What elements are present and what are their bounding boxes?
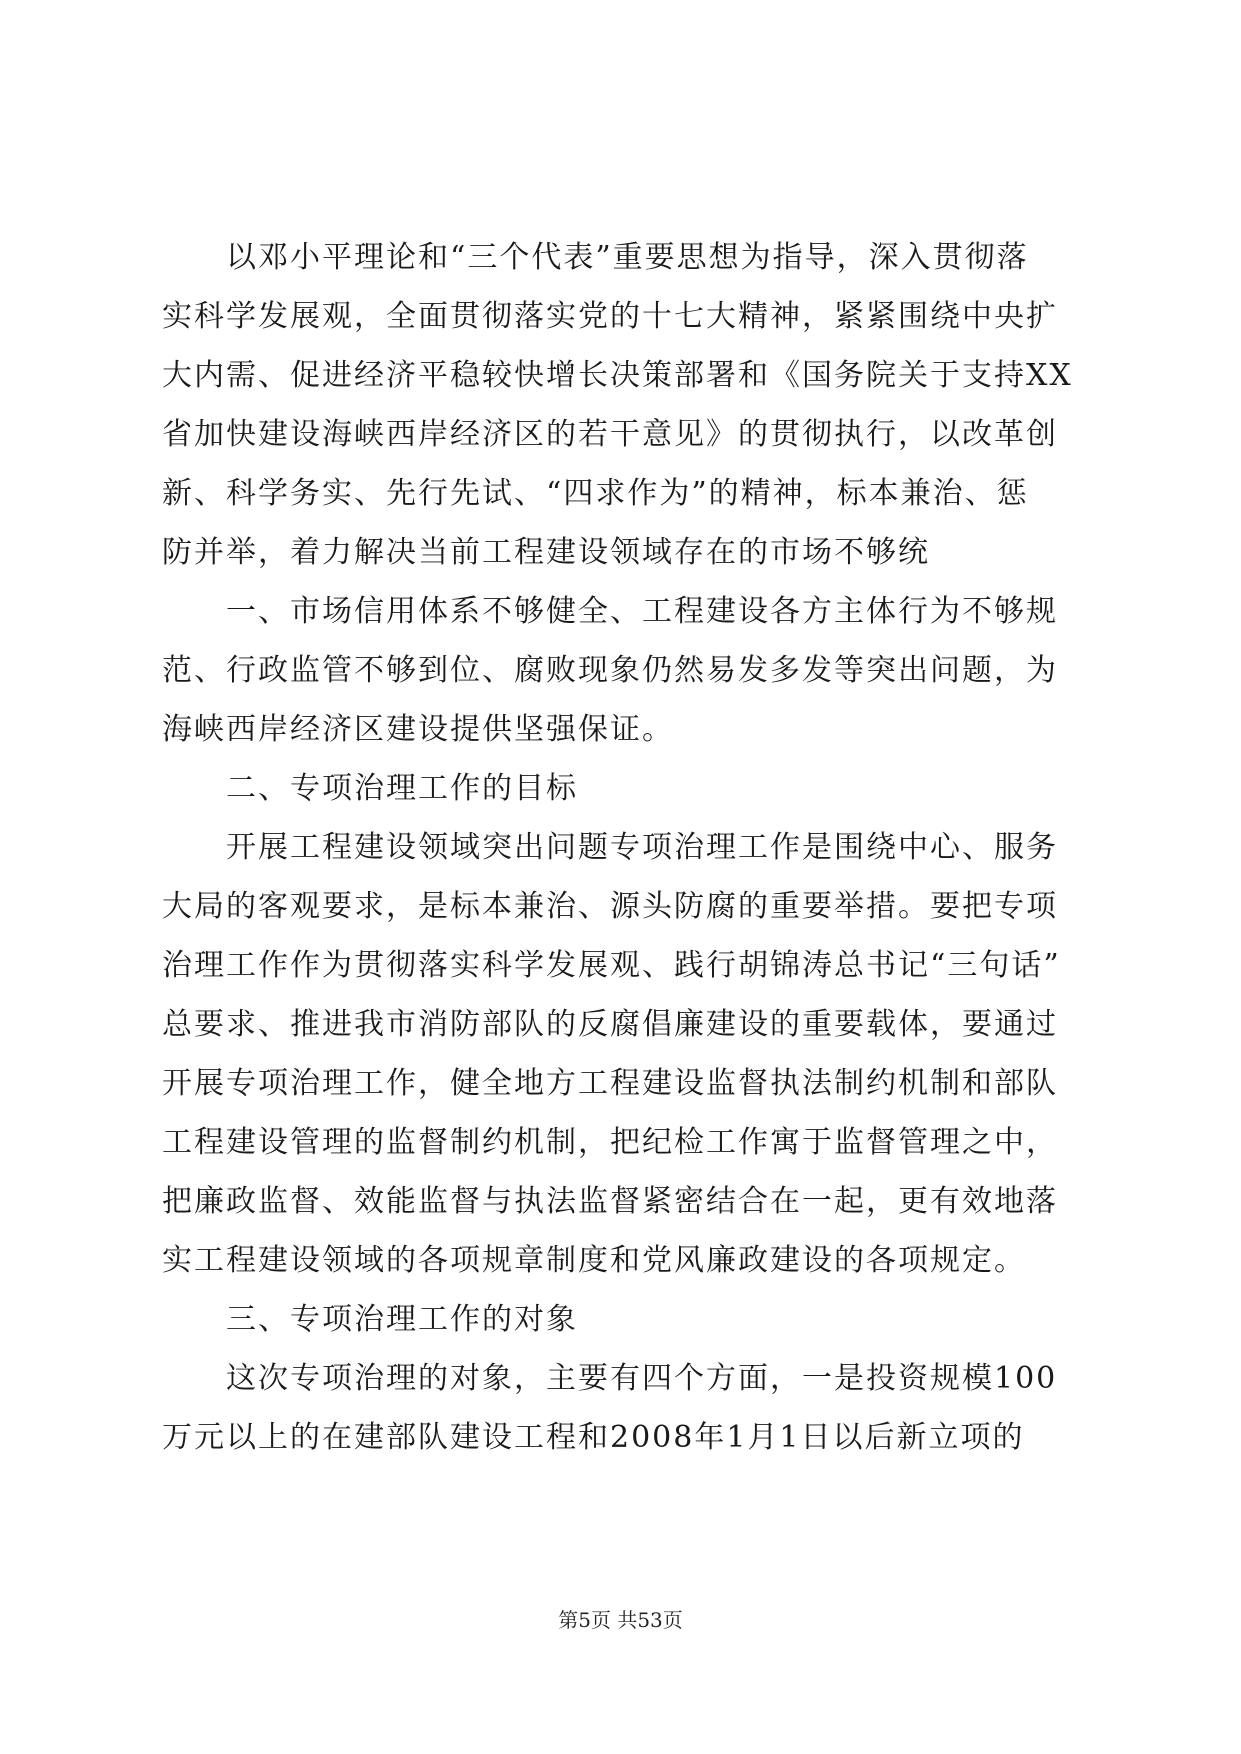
text-line: 这次专项治理的对象，主要有四个方面，一是投资规模100 [162, 1361, 1058, 1396]
text-line: 范、行政监管不够到位、腐败现象仍然易发多发等突出问题，为 [162, 653, 1058, 688]
page-footer [0, 1606, 1241, 1634]
text-line: 实科学发展观，全面贯彻落实党的十七大精神，紧紧围绕中央扩 [162, 299, 1058, 334]
text-line: 开展工程建设领域突出问题专项治理工作是围绕中心、服务 [162, 830, 1058, 865]
text-line: 防并举，着力解决当前工程建设领域存在的市场不够统 [162, 535, 930, 570]
text-line: 省加快建设海峡西岸经济区的若干意见》的贯彻执行，以改革创 [162, 417, 1058, 452]
section-heading: 二、专项治理工作的目标 [162, 771, 578, 806]
text-line: 把廉政监督、效能监督与执法监督紧密结合在一起，更有效地落 [162, 1184, 1058, 1219]
text-line: 大局的客观要求，是标本兼治、源头防腐的重要举措。要把专项 [162, 889, 1058, 924]
text-line: 工程建设管理的监督制约机制，把纪检工作寓于监督管理之中， [162, 1125, 1058, 1160]
text-line: 以邓小平理论和“三个代表”重要思想为指导，深入贯彻落 [162, 240, 1029, 275]
text-line: 海峡西岸经济区建设提供坚强保证。 [162, 712, 674, 747]
text-line: 治理工作作为贯彻落实科学发展观、践行胡锦涛总书记“三句话” [162, 948, 1061, 983]
page-number: 第5页 共53页 [558, 1608, 683, 1632]
text-line: 新、科学务实、先行先试、“四求作为”的精神，标本兼治、惩 [162, 476, 1029, 511]
text-line: 实工程建设领域的各项规章制度和党风廉政建设的各项规定。 [162, 1243, 1026, 1278]
text-line: 万元以上的在建部队建设工程和2008年1月1日以后新立项的 [162, 1420, 1025, 1455]
text-line: 总要求、推进我市消防部队的反腐倡廉建设的重要载体，要通过 [162, 1007, 1058, 1042]
text-line: 一、市场信用体系不够健全、工程建设各方主体行为不够规 [162, 594, 1058, 629]
document-body [162, 228, 1082, 1467]
text-line: 开展专项治理工作，健全地方工程建设监督执法制约机制和部队 [162, 1066, 1058, 1101]
section-heading: 三、专项治理工作的对象 [162, 1302, 578, 1337]
text-line: 大内需、促进经济平稳较快增长决策部署和《国务院关于支持XX [162, 358, 1073, 393]
